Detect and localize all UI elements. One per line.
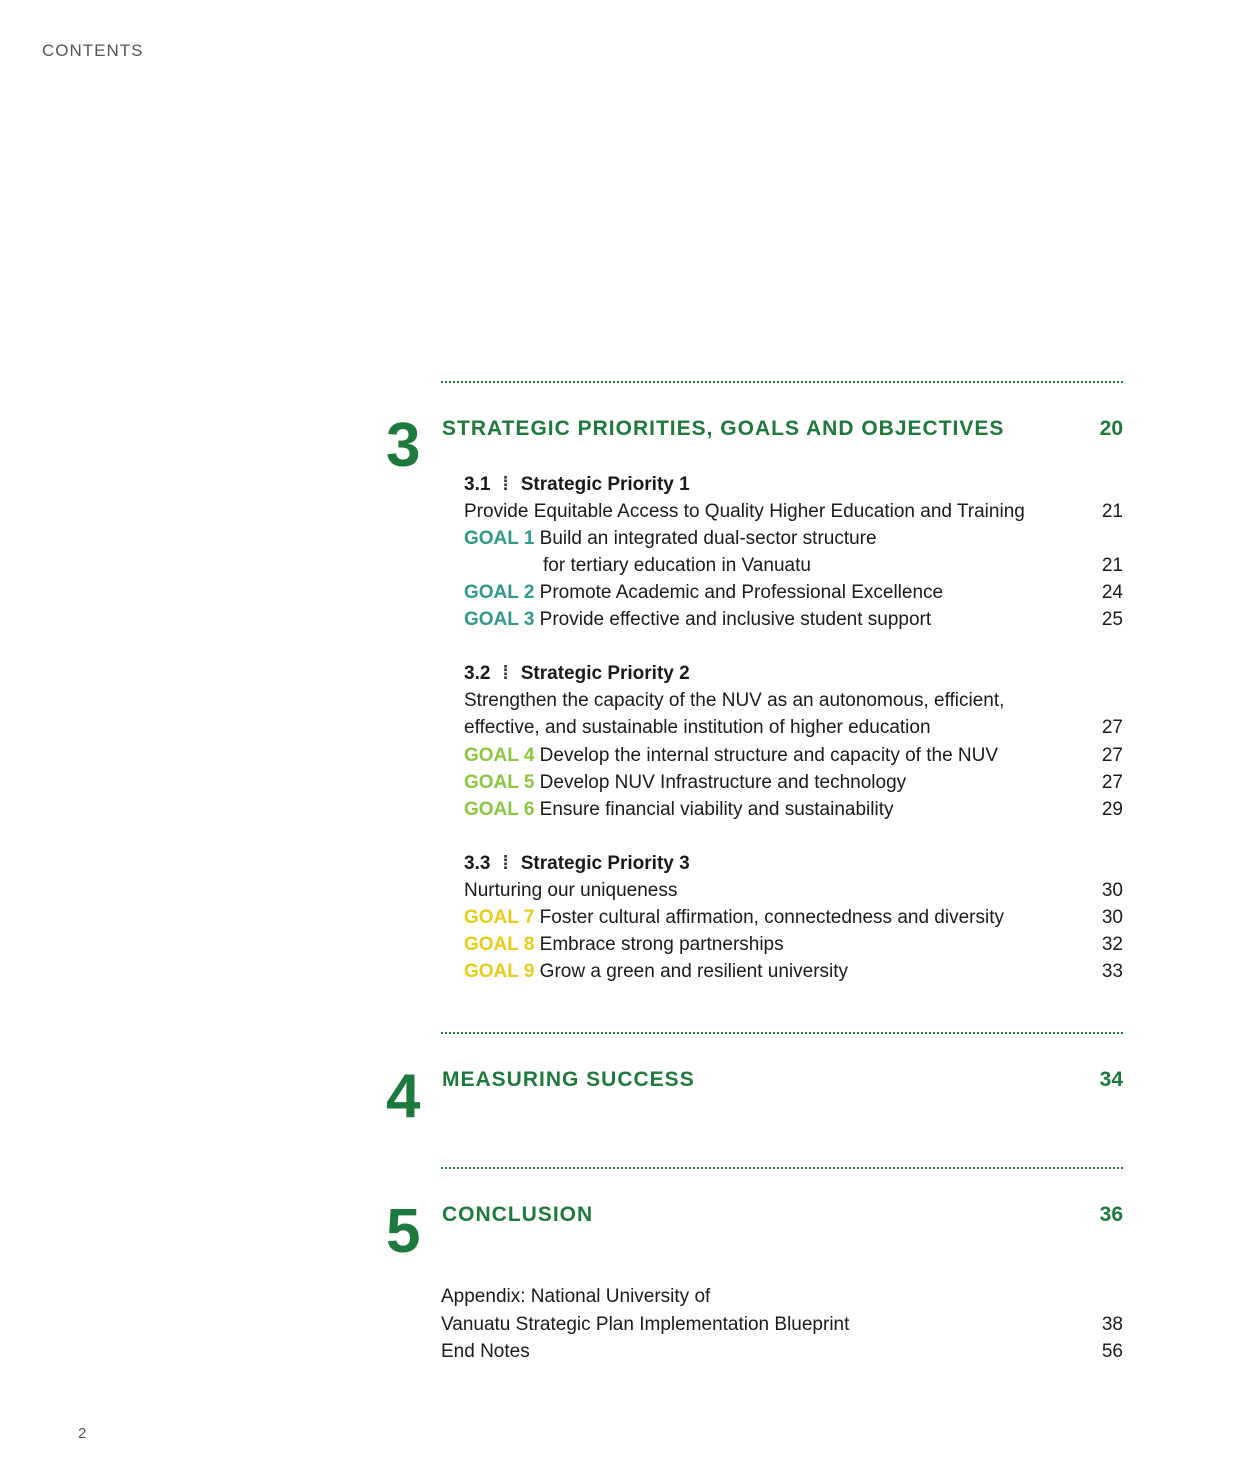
priority-description-page: 21 (1101, 501, 1123, 522)
priority-description[interactable] (464, 498, 1123, 525)
goal-text: Foster cultural affirmation, connectedness and diversity (539, 907, 1004, 928)
section-number: 4 (386, 1062, 421, 1131)
goal-entry[interactable] (464, 606, 1123, 633)
section-page: 34 (1099, 1068, 1123, 1091)
goal-page: 21 (1101, 555, 1123, 576)
end-notes-entry[interactable] (441, 1338, 1123, 1365)
goal-label: GOAL 9 (464, 961, 535, 982)
goal-label: GOAL 3 (464, 609, 535, 630)
priority-number: 3.2 (464, 663, 491, 684)
goal-page: 30 (1101, 907, 1123, 928)
section-page: 20 (1099, 417, 1123, 440)
appendix-text-cont: Vanuatu Strategic Plan Implementation Blueprint (441, 1314, 850, 1335)
section-page: 36 (1099, 1203, 1123, 1226)
goal-entry[interactable] (464, 931, 1123, 958)
priority-title: Strategic Priority 1 (520, 474, 690, 495)
goal-page: 24 (1101, 582, 1123, 603)
goal-text: Develop NUV Infrastructure and technology (539, 772, 907, 793)
goal-text: Ensure financial viability and sustainability (539, 799, 894, 820)
goal-text-cont: for tertiary education in Vanuatu (543, 555, 811, 576)
section-number: 5 (386, 1197, 421, 1266)
goal-text: Grow a green and resilient university (539, 961, 849, 982)
goal-entry[interactable] (464, 525, 1123, 552)
appendix-entry[interactable] (441, 1283, 1123, 1310)
goal-label: GOAL 1 (464, 528, 535, 549)
goal-page: 27 (1101, 745, 1123, 766)
priority-separator: ⁞ (502, 474, 509, 495)
goal-entry[interactable] (464, 958, 1123, 985)
priority-description-page: 30 (1101, 880, 1123, 901)
goal-page: 32 (1101, 934, 1123, 955)
priority-description[interactable] (464, 687, 1123, 714)
priority-separator: ⁞ (502, 853, 509, 874)
goal-label: GOAL 4 (464, 745, 535, 766)
goal-entry-continuation[interactable] (543, 552, 1123, 579)
goal-page: 33 (1101, 961, 1123, 982)
goal-label: GOAL 5 (464, 772, 535, 793)
priority-heading[interactable] (464, 660, 1123, 687)
goal-entry[interactable] (464, 769, 1123, 796)
goal-text: Embrace strong partnerships (539, 934, 784, 955)
goal-entry[interactable] (464, 579, 1123, 606)
priority-title: Strategic Priority 2 (520, 663, 690, 684)
priority-heading[interactable] (464, 850, 1123, 877)
goal-page: 27 (1101, 772, 1123, 793)
priority-description-text: Strengthen the capacity of the NUV as an autonomous, efficient, (464, 690, 1005, 711)
section-rule (441, 1167, 1123, 1169)
priority-description-page: 27 (1101, 717, 1123, 738)
appendix-text: Appendix: National University of (441, 1286, 711, 1307)
goal-label: GOAL 6 (464, 799, 535, 820)
priority-description-text: Nurturing our uniqueness (464, 880, 678, 901)
goal-entry[interactable] (464, 742, 1123, 769)
end-notes-text: End Notes (441, 1341, 530, 1362)
priority-description-text-cont: effective, and sustainable institution of higher education (464, 717, 931, 738)
priority-separator: ⁞ (502, 663, 509, 684)
goal-page: 29 (1101, 799, 1123, 820)
priority-description[interactable] (464, 877, 1123, 904)
priority-description-continuation[interactable] (464, 714, 1123, 741)
section-title[interactable]: STRATEGIC PRIORITIES, GOALS AND OBJECTIVES (442, 417, 1005, 440)
section-title[interactable]: CONCLUSION (442, 1203, 594, 1226)
goal-text: Promote Academic and Professional Excellence (539, 582, 944, 603)
section-rule (441, 381, 1123, 383)
appendix-entry-continuation[interactable] (441, 1311, 1123, 1338)
priority-heading[interactable] (464, 471, 1123, 498)
running-head: CONTENTS (42, 41, 144, 60)
priority-number: 3.1 (464, 474, 491, 495)
end-notes-page: 56 (1101, 1341, 1123, 1362)
goal-text: Develop the internal structure and capacity of the NUV (539, 745, 999, 766)
appendix-page: 38 (1101, 1314, 1123, 1335)
priority-number: 3.3 (464, 853, 491, 874)
priority-description-text: Provide Equitable Access to Quality Higher Education and Training (464, 501, 1025, 522)
page-number: 2 (78, 1425, 87, 1442)
goal-entry[interactable] (464, 796, 1123, 823)
goal-text: Build an integrated dual-sector structure (539, 528, 877, 549)
goal-text: Provide effective and inclusive student support (539, 609, 932, 630)
goal-label: GOAL 8 (464, 934, 535, 955)
goal-page: 25 (1101, 609, 1123, 630)
priority-title: Strategic Priority 3 (520, 853, 690, 874)
goal-entry[interactable] (464, 904, 1123, 931)
goal-label: GOAL 7 (464, 907, 535, 928)
section-number: 3 (386, 411, 421, 480)
section-rule (441, 1032, 1123, 1034)
goal-label: GOAL 2 (464, 582, 535, 603)
section-title[interactable]: MEASURING SUCCESS (442, 1068, 695, 1091)
